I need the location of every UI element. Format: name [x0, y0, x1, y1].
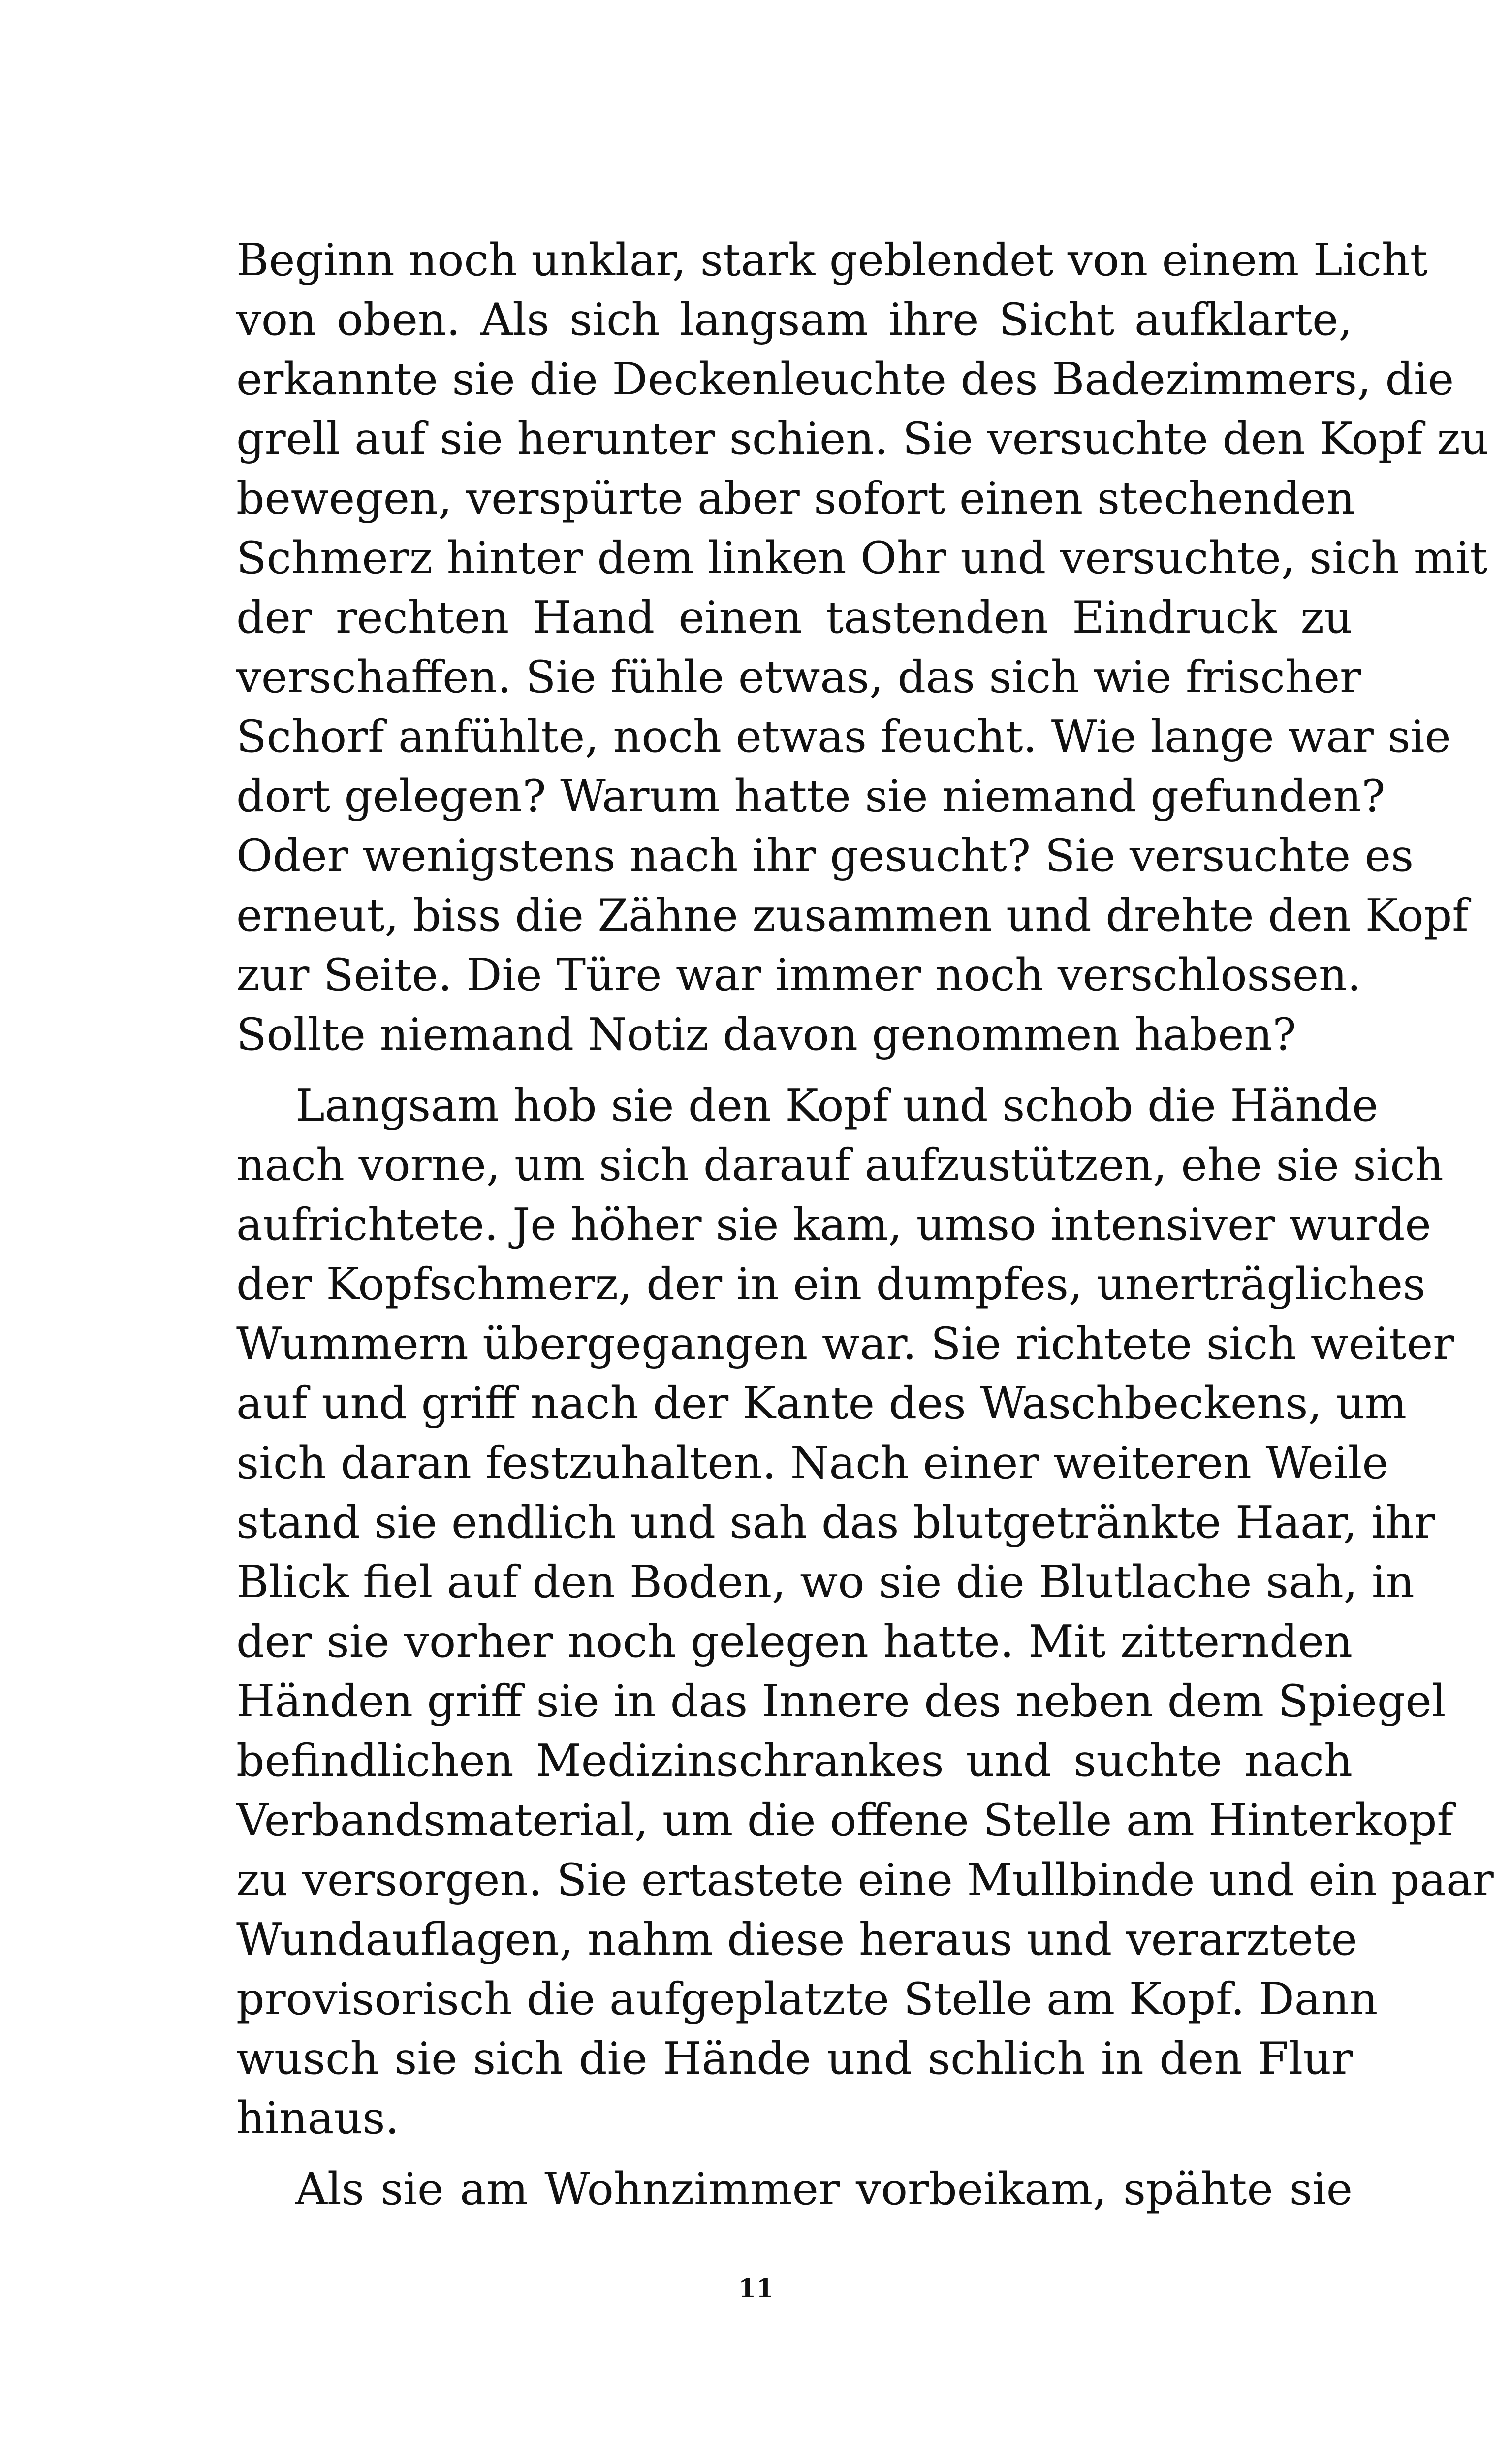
- text-line: Als sie am Wohnzimmer vorbeikam, spähte sie: [295, 2163, 1353, 2215]
- text-line: zur Seite. Die Türe war immer noch verschlossen.: [236, 949, 1361, 1001]
- text-line: Langsam hob sie den Kopf und schob die Hände: [295, 1080, 1379, 1131]
- text-line: erneut, biss die Zähne zusammen und drehte den Kopf: [236, 890, 1469, 941]
- text-line: Händen griff sie in das Innere des neben dem Spiegel: [236, 1675, 1446, 1727]
- text-line: dort gelegen? Warum hatte sie niemand gefunden?: [236, 771, 1386, 822]
- text-line: der rechten Hand einen tastenden Eindruck zu: [236, 592, 1353, 643]
- text-line: auf und griff nach der Kante des Waschbeckens, um: [236, 1378, 1407, 1429]
- text-line: der Kopfschmerz, der in ein dumpfes, unerträgliches: [236, 1258, 1426, 1310]
- text-line: Wummern übergegangen war. Sie richtete sich weiter: [236, 1318, 1454, 1370]
- text-line: nach vorne, um sich darauf aufzustützen, ehe sie sich: [236, 1139, 1444, 1191]
- text-line: Blick fiel auf den Boden, wo sie die Blutlache sah, in: [236, 1556, 1415, 1608]
- text-line: erkannte sie die Deckenleuchte des Badezimmers, die: [236, 354, 1454, 405]
- paragraph-gap: [236, 1064, 1353, 1076]
- page-number: 11: [738, 2274, 774, 2304]
- text-line: Wundauflagen, nahm diese heraus und verarztete: [236, 1914, 1357, 1965]
- text-line: aufrichtete. Je höher sie kam, umso intensiver wurde: [236, 1199, 1431, 1251]
- paragraph-gap: [236, 2148, 1353, 2159]
- text-line: Schorf anfühlte, noch etwas feucht. Wie lange war sie: [236, 711, 1451, 763]
- body-text: [236, 230, 1494, 2219]
- text-line: sich daran festzuhalten. Nach einer weiteren Weile: [236, 1437, 1388, 1489]
- text-line: grell auf sie herunter schien. Sie versuchte den Kopf zu: [236, 413, 1489, 465]
- text-line: Verbandsmaterial, um die offene Stelle am Hinterkopf: [236, 1795, 1453, 1846]
- text-line: Schmerz hinter dem linken Ohr und versuchte, sich mit: [236, 532, 1488, 584]
- text-line: Oder wenigstens nach ihr gesucht? Sie versuchte es: [236, 830, 1414, 882]
- text-line: verschaffen. Sie fühle etwas, das sich wie frischer: [236, 651, 1361, 703]
- text-line: von oben. Als sich langsam ihre Sicht aufklarte,: [236, 294, 1353, 346]
- text-line: Sollte niemand Notiz davon genommen haben?: [236, 1009, 1296, 1061]
- text-line: wusch sie sich die Hände und schlich in den Flur: [236, 2033, 1353, 2085]
- text-line: bewegen, verspürte aber sofort einen stechenden: [236, 473, 1355, 524]
- text-line: der sie vorher noch gelegen hatte. Mit zitternden: [236, 1616, 1353, 1668]
- text-line: Beginn noch unklar, stark geblendet von einem Licht: [236, 234, 1428, 286]
- text-line: hinaus.: [236, 2092, 400, 2144]
- text-line: stand sie endlich und sah das blutgetränkte Haar, ihr: [236, 1497, 1435, 1548]
- text-line: provisorisch die aufgeplatzte Stelle am Kopf. Dann: [236, 1973, 1378, 2025]
- text-line: befindlichen Medizinschrankes und suchte nach: [236, 1735, 1353, 1787]
- text-line: zu versorgen. Sie ertastete eine Mullbinde und ein paar: [236, 1854, 1494, 1906]
